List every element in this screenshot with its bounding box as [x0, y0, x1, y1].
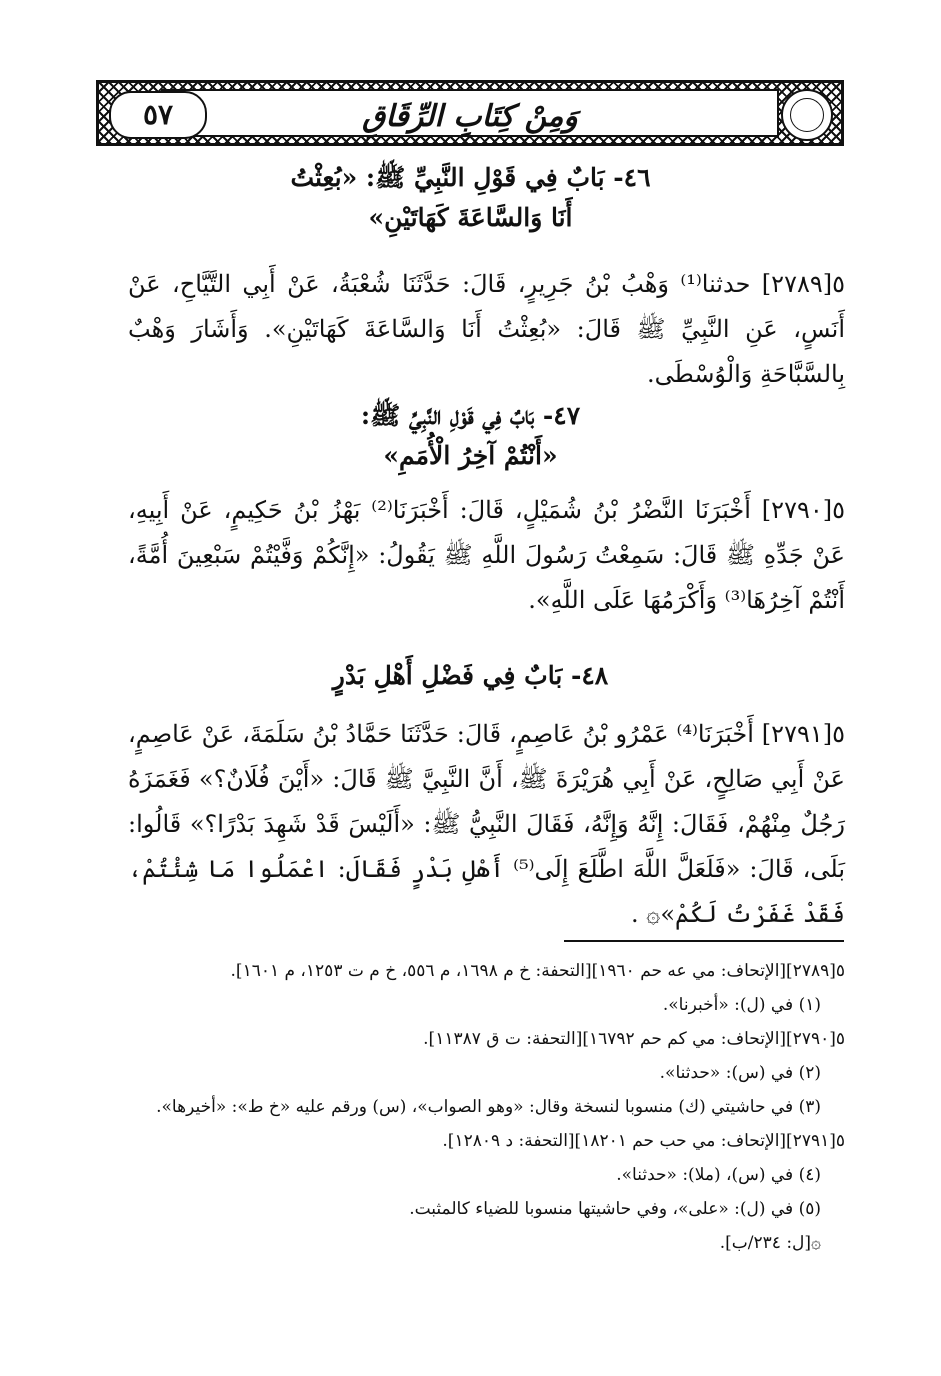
hadith-2789: ٥[٢٧٨٩] حدثنا⁽¹⁾ وَهْبُ بْنُ جَرِيرٍ، قَالَ: حَدَّثَنَا شُعْبَةُ، عَنْ أَبِي التَّيَّاحِ، عَنْ أَنَسٍ، عَنِ النَّبِيِّ ﷺ قَالَ: «بُعِثْتُ أَنَا وَالسَّاعَةَ كَهَاتَيْنِ». وَأَشَارَ وَهْبٌ بِالسَّبَّاحَةِ وَالْوُسْطَى.: [128, 270, 845, 388]
chapter-heading-48: [60, 656, 881, 696]
book-title: وَمِنْ كِتَابِ الرِّقَاقِ: [362, 99, 578, 134]
ornamental-seal-icon: [781, 89, 833, 141]
footnote-line: (٥) في (ل): «على»، وفي حاشيتها منسوبا للضياء كالمثبت.: [409, 1199, 821, 1219]
chapter-heading-46: [60, 158, 881, 238]
page-header: [96, 80, 844, 146]
hadith-2791: ٥[٢٧٩١] أَخْبَرَنَا⁽⁴⁾ عَمْرُو بْنُ عَاصِمٍ، قَالَ: حَدَّثَنَا حَمَّادُ بْنُ سَلَمَةَ، عَنْ عَاصِمٍ، عَنْ أَبِي صَالِحٍ، عَنْ أَبِي هُرَيْرَةَ ﷺ، أَنَّ النَّبِيَّ ﷺ قَالَ: «أَيْنَ فُلَانٌ؟» فَغَمَزَهُ رَجُلٌ مِنْهُمْ، فَقَالَ: إِنَّهُ وَإِنَّهُ، فَقَالَ النَّبِيُّ ﷺ: «أَلَيْسَ قَدْ شَهِدَ بَدْرًا؟» قَالُوا: بَلَى، قَالَ: «فَلَعَلَّ اللَّهَ اطَّلَعَ إِلَى⁽⁵⁾ أَهْلِ بَدْرٍ فَقَالَ: اعْمَلُوا مَا شِئْتُمْ، فَقَدْ غَفَرْتُ لَكُمْ»۞ .: [128, 720, 845, 928]
footnotes: [120, 954, 845, 1260]
page-number: ٥٧: [109, 91, 207, 139]
footnote-line: (٢) في (س): «حدثنا».: [659, 1063, 821, 1083]
footnote-divider: [564, 940, 844, 942]
hadith-2790: ٥[٢٧٩٠] أَخْبَرَنَا النَّضْرُ بْنُ شُمَيْلٍ، قَالَ: أَخْبَرَنَا⁽²⁾ بَهْزُ بْنُ حَكِيمٍ، عَنْ أَبِيهِ، عَنْ جَدِّهِ ﷺ قَالَ: سَمِعْتُ رَسُولَ اللَّهِ ﷺ يَقُولُ: «إِنَّكُمْ وَفَّيْتُمْ سَبْعِينَ أُمَّةً، أَنْتُمْ آخِرُهَا⁽³⁾ وَأَكْرَمُهَا عَلَى اللَّهِ».: [128, 496, 845, 614]
footnote-line: ۞[ل: ٢٣٤/ب].: [719, 1233, 821, 1253]
footnote-line: ٥[٢٧٩١][الإتحاف: مي حب حم ١٨٢٠١][التحفة: د ١٢٨٠٩].: [442, 1131, 845, 1151]
chapter-heading-line: ٤٧- بَابٌ فِي قَوْلِ النَّبِيِّ ﷺ:: [360, 401, 581, 430]
chapter-heading-line: ٤٨- بَابٌ فِي فَضْلِ أَهْلِ بَدْرٍ: [332, 661, 609, 690]
footnote-line: ٥[٢٧٩٠][الإتحاف: مي كم حم ١٦٧٩٢][التحفة: ت ق ١١٣٨٧].: [423, 1029, 845, 1049]
chapter-heading-line: ٤٦- بَابٌ فِي قَوْلِ النَّبِيِّ ﷺ: «بُعِثْتُ: [290, 163, 651, 192]
footnote-line: (٣) في حاشيتي (ك) منسوبا لنسخة وقال: «وهو الصواب»، (س) ورقم عليه «خ ط»: «أخيرها».: [156, 1097, 821, 1117]
footnote-line: ٥[٢٧٨٩][الإتحاف: مي عه حم ١٩٦٠][التحفة: خ م ١٦٩٨، م ٥٥٦، خ م ت ١٢٥٣، م ١٦٠١].: [230, 961, 845, 981]
footnote-line: (٤) في (س)، (ملا): «حدثنا».: [616, 1165, 821, 1185]
chapter-heading-line: أَنَا وَالسَّاعَةَ كَهَاتَيْنِ»: [368, 203, 573, 232]
header-banner: [161, 89, 779, 137]
chapter-heading-line: «أَنْتُمْ آخِرُ الْأُمَمِ»: [383, 441, 558, 470]
chapter-heading-47: [60, 396, 881, 476]
footnote-line: (١) في (ل): «أخبرنا».: [662, 995, 821, 1015]
